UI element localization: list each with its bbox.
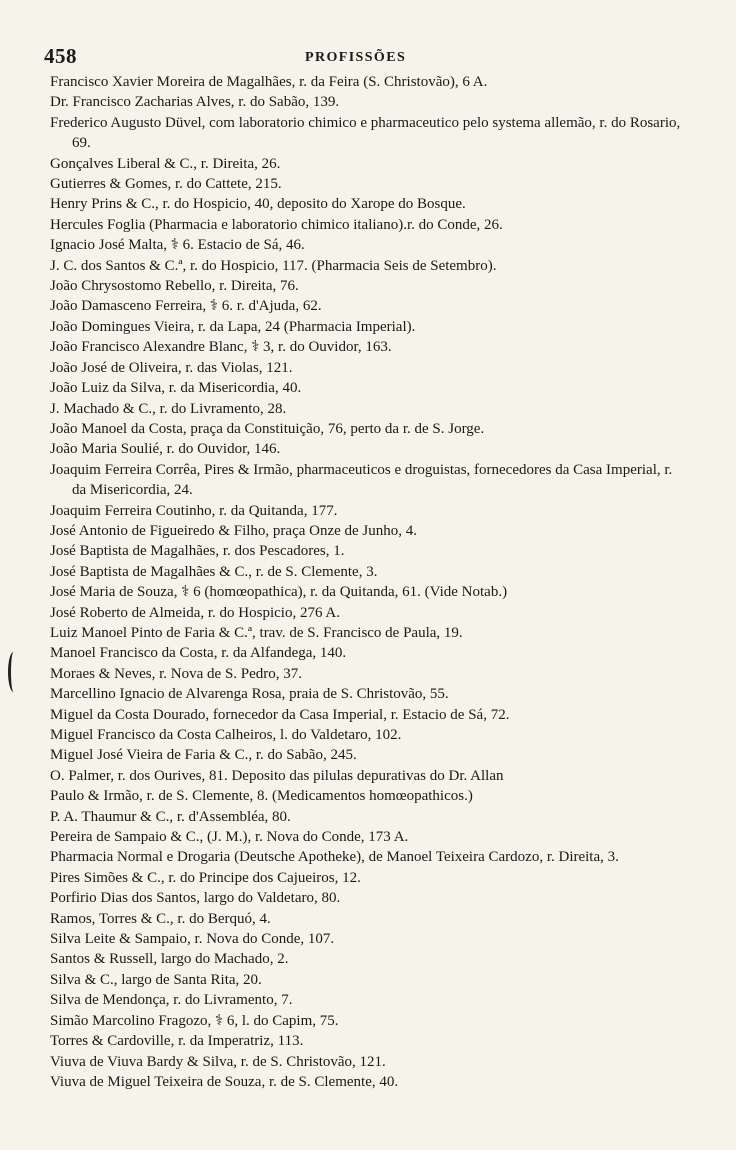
entry: Silva Leite & Sampaio, r. Nova do Conde, 107. [50,931,335,948]
entry: P. A. Thaumur & C., r. d'Assembléa, 80. [50,808,291,825]
entry: Gutierres & Gomes, r. do Cattete, 215. [50,176,282,193]
entry: Torres & Cardoville, r. da Imperatriz, 113. [50,1033,304,1050]
entry: Santos & Russell, largo do Machado, 2. [50,951,289,968]
entry: Porfirio Dias dos Santos, largo do Valdetaro, 80. [50,890,341,907]
entry: Miguel Francisco da Costa Calheiros, l. do Valdetaro, 102. [50,727,402,743]
entry-list [50,72,690,1092]
entry: Silva & C., largo de Santa Rita, 20. [50,971,262,988]
entry: Miguel José Vieira de Faria & C., r. do Sabão, 245. [50,747,357,764]
entry: Marcellino Ignacio de Alvarenga Rosa, praia de S. Christovão, 55. [50,686,449,703]
entry: Henry Prins & C., r. do Hospicio, 40, deposito do Xarope do Bosque. [50,196,466,213]
entry: J. Machado & C., r. do Livramento, 28. [50,400,287,417]
binding-mark [8,652,19,692]
entry: Ignacio José Malta, ⚕ 6. Estacio de Sá, 46. [50,237,305,254]
entry: José Antonio de Figueiredo & Filho, praça Onze de Junho, 4. [50,522,418,539]
page-number: 458 [44,44,77,68]
entry: João Francisco Alexandre Blanc, ⚕ 3, r. do Ouvidor, 163. [50,339,392,356]
entry: João Manoel da Costa, praça da Constituição, 76, perto da r. de S. Jorge. [50,420,485,437]
entry: Gonçalves Liberal & C., r. Direita, 26. [50,155,281,172]
entry: Dr. Francisco Zacharias Alves, r. do Sabão, 139. [50,94,340,111]
entry: Francisco Xavier Moreira de Magalhães, r. da Feira (S. Christovão), 6 A. [50,74,488,90]
entry: João Maria Soulié, r. do Ouvidor, 146. [50,441,281,458]
entry: Viuva de Viuva Bardy & Silva, r. de S. Christovão, 121. [50,1053,386,1070]
entry: Joaquim Ferreira Coutinho, r. da Quitanda, 177. [50,502,338,519]
entry: Silva de Mendonça, r. do Livramento, 7. [50,992,293,1009]
entry: Luiz Manoel Pinto de Faria & C.ª, trav. de S. Francisco de Paula, 19. [50,624,463,641]
entry: Viuva de Miguel Teixeira de Souza, r. de S. Clemente, 40. [50,1073,399,1090]
entry: Pires Simões & C., r. do Principe dos Cajueiros, 12. [50,869,361,886]
entry: José Baptista de Magalhães & C., r. de S. Clemente, 3. [50,563,378,580]
entry: Hercules Foglia (Pharmacia e laboratorio chimico italiano).r. do Conde, 26. [50,216,503,233]
entry: Paulo & Irmão, r. de S. Clemente, 8. (Medicamentos homœopathicos.) [50,788,473,805]
entry: Moraes & Neves, r. Nova de S. Pedro, 37. [50,665,303,682]
entry: João Chrysostomo Rebello, r. Direita, 76. [50,278,299,295]
entry: João Damasceno Ferreira, ⚕ 6. r. d'Ajuda, 62. [50,298,322,315]
entry: Simão Marcolino Fragozo, ⚕ 6, l. do Capim, 75. [50,1012,339,1029]
entry: José Roberto de Almeida, r. do Hospicio, 276 A. [50,604,340,621]
entry: O. Palmer, r. dos Ourives, 81. Deposito das pilulas depurativas do Dr. Allan [50,767,504,784]
entry: Miguel da Costa Dourado, fornecedor da Casa Imperial, r. Estacio de Sá, 72. [50,706,510,723]
entry: João José de Oliveira, r. das Violas, 121. [50,359,293,376]
entry: Pereira de Sampaio & C., (J. M.), r. Nova do Conde, 173 A. [50,829,409,846]
running-head: PROFISSÕES [305,50,407,65]
entry: Manoel Francisco da Costa, r. da Alfandega, 140. [50,645,347,662]
entry: Joaquim Ferreira Corrêa, Pires & Irmão, pharmaceuticos e droguistas, fornecedores da Casa Imperial, r. da Misericordia, 24. [50,461,673,499]
entry: João Domingues Vieira, r. da Lapa, 24 (Pharmacia Imperial). [50,318,416,335]
entry: Frederico Augusto Düvel, com laboratorio chimico e pharmaceutico pelo systema allemão, r. do Rosario, 69. [50,114,681,152]
entry: José Maria de Souza, ⚕ 6 (homœopathica), r. da Quitanda, 61. (Vide Notab.) [50,584,508,601]
entry: José Baptista de Magalhães, r. dos Pescadores, 1. [50,543,345,560]
entry: João Luiz da Silva, r. da Misericordia, 40. [50,380,302,397]
entry: J. C. dos Santos & C.ª, r. do Hospicio, 117. (Pharmacia Seis de Setembro). [50,257,497,274]
entry: Pharmacia Normal e Drogaria (Deutsche Apotheke), de Manoel Teixeira Cardozo, r. Direita, 3. [50,849,619,866]
entry: Ramos, Torres & C., r. do Berquó, 4. [50,910,271,927]
